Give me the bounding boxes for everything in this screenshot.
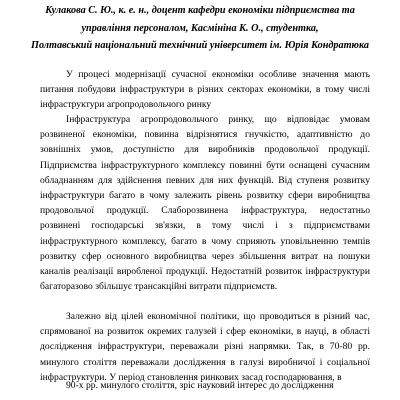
paragraph bbox=[40, 67, 370, 113]
paragraph-text: У процесі модернізації сучасної економіки особливе значення мають питання побудови інфраструктури в різних секторах економіки, в тому числі інфраструктури агропродовольчого ринку bbox=[40, 69, 370, 111]
affiliation-line: Полтавський національний технічний університет ім. Юрія Кондратюка bbox=[31, 40, 369, 51]
paragraph-text: 90-х рр. минулого століття, зріс науковий інтерес до дослідження bbox=[66, 380, 334, 391]
author-line: управління персоналом, Касмініна К. О., студентка, bbox=[81, 22, 319, 34]
paragraph bbox=[40, 309, 370, 385]
author-line: Кулакова С. Ю., к. е. н., доцент кафедри економіки підприємства та bbox=[45, 5, 355, 16]
paragraph-text: Залежно від цілей економічної політики, що проводиться в різний час, спрямованої на розвиток окремих галузей і сфер економіки, в науці, в області дослідження інфраструктури, переважали різні напрямки. Так, в 70-80 рр. минулого століття переважали дослідження в галузі виробничої і соціальної інфраструктури. У період становлення ринкових засад господарювання, в bbox=[40, 311, 370, 383]
author-header bbox=[0, 2, 400, 55]
paragraph bbox=[40, 112, 370, 294]
paragraph bbox=[40, 378, 370, 393]
paragraph-text: Інфраструктура агропродовольчого ринку, що відповідає умовам розвиненої економіки, повинна відрізнятися гнучкістю, адаптивністю до зовнішніх умов, доступністю для виробників продовольчої продукції. Підприємства інфраструктурного комплексу повинні бути оснащені сучасним обладнанням для здійснення певних для них функцій. Від ступеня розвитку інфраструктури багато в чому залежить рівень розвитку сфери виробництва продовольчої продукції. Слаборозвинена інфраструктура, недостатньо розвинені господарські зв'язки, в тому числі і з підприємствами інфраструктурного комплексу, багато в чому сприяють уповільненню темпів розвитку сфер основного виробництва через збільшення витрат на пошуки каналів реалізації виробленої продукції. Недостатній розвиток інфраструктури багаторазово збільшує трансакційні витрати підприємств. bbox=[40, 114, 370, 293]
